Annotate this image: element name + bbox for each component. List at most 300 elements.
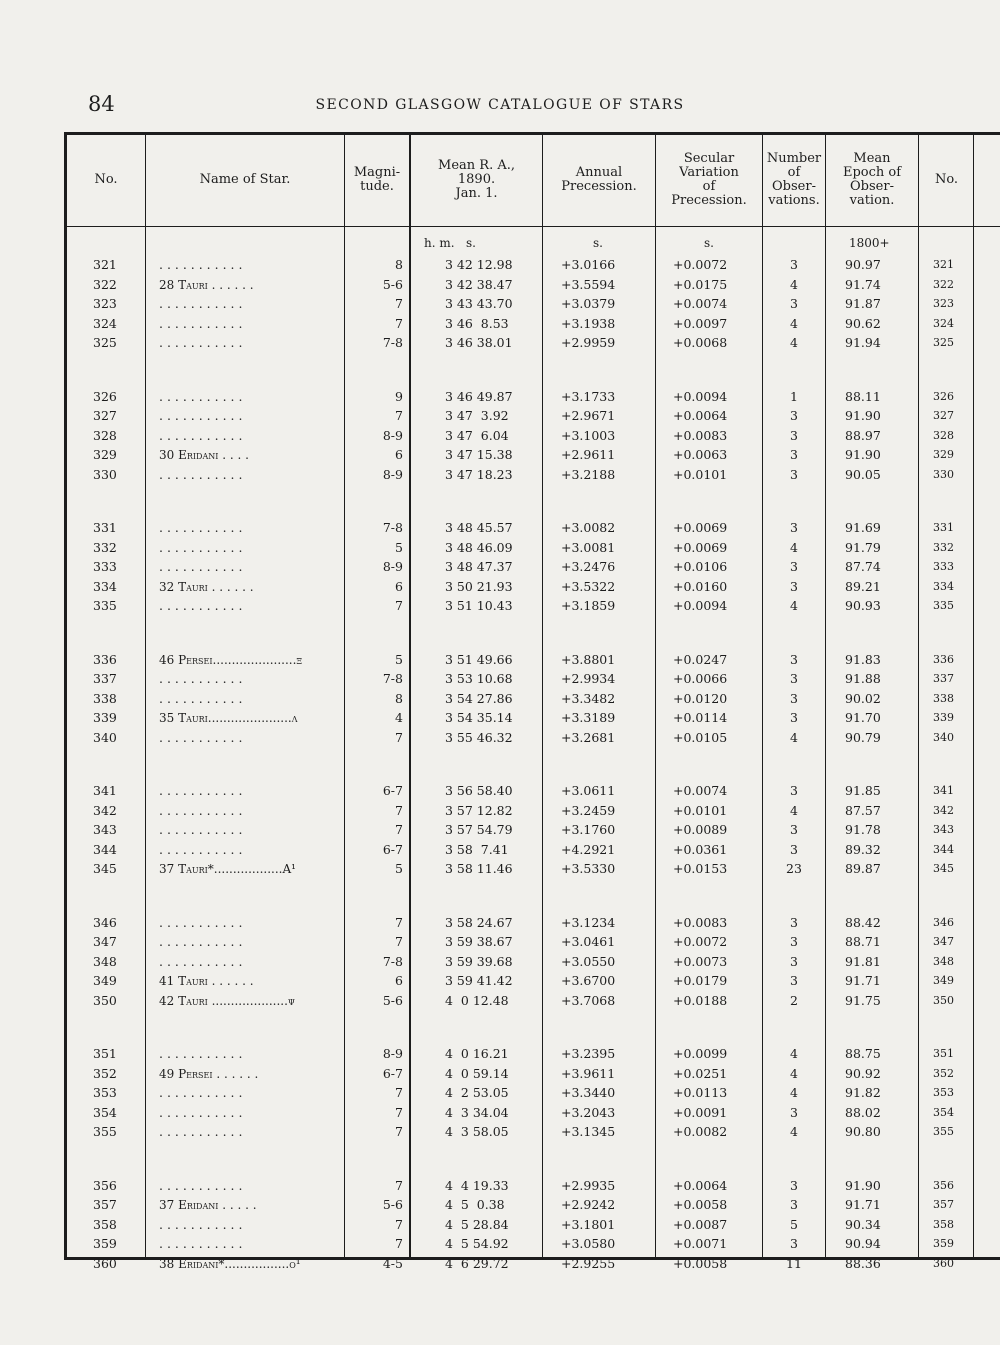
number-of-observations: 4 bbox=[790, 729, 798, 745]
row-number: 335 bbox=[93, 598, 117, 613]
mean-epoch: 91.71 bbox=[845, 1197, 881, 1212]
row-number: 323 bbox=[93, 296, 117, 311]
magnitude: 7-8 bbox=[382, 671, 403, 686]
number-of-observations: 4 bbox=[790, 315, 798, 331]
magnitude: 6 bbox=[395, 578, 403, 594]
mean-ra: 3 50 21.93 bbox=[445, 578, 513, 594]
secular-variation: +0.0072 bbox=[673, 257, 728, 272]
magnitude: 7 bbox=[395, 598, 403, 613]
row-number-right: 353 bbox=[933, 1086, 954, 1099]
annual-precession: +3.5330 bbox=[561, 861, 616, 876]
annual-precession: +2.9242 bbox=[561, 1197, 616, 1212]
star-name: . . . . . . . . . . . bbox=[159, 335, 243, 350]
row-number: 337 bbox=[93, 671, 117, 686]
header-annual-precession-label: Annual Precession. bbox=[561, 165, 637, 194]
number-of-observations: 11 bbox=[786, 1255, 802, 1271]
header-rule bbox=[67, 226, 1000, 227]
header-annual-precession bbox=[543, 135, 655, 225]
mean-ra: 3 43 43.70 bbox=[445, 296, 513, 311]
row-number: 350 bbox=[93, 992, 117, 1008]
annual-precession: +3.5322 bbox=[561, 578, 616, 594]
magnitude: 7 bbox=[395, 315, 403, 331]
secular-variation: +0.0083 bbox=[673, 427, 728, 443]
star-name: . . . . . . . . . . . bbox=[159, 802, 243, 818]
star-name: 28 Tauri . . . . . . bbox=[159, 277, 254, 292]
mean-ra: 4 2 53.05 bbox=[445, 1085, 509, 1100]
magnitude: 7-8 bbox=[382, 520, 403, 535]
number-of-observations: 23 bbox=[786, 861, 802, 876]
mean-epoch: 91.88 bbox=[845, 671, 881, 686]
header-number-of-observations bbox=[763, 135, 825, 225]
mean-epoch: 87.57 bbox=[845, 802, 881, 818]
star-name: . . . . . . . . . . . bbox=[159, 388, 243, 404]
number-of-observations: 4 bbox=[790, 1085, 798, 1100]
number-of-observations: 4 bbox=[790, 1065, 798, 1081]
secular-variation: +0.0074 bbox=[673, 783, 728, 798]
mean-epoch: 91.83 bbox=[845, 651, 881, 667]
star-name: 30 Eridani . . . . bbox=[159, 448, 249, 462]
magnitude: 5 bbox=[395, 651, 403, 667]
header-magnitude-label: Magni- tude. bbox=[353, 165, 401, 194]
number-of-observations: 3 bbox=[790, 559, 798, 574]
row-number: 330 bbox=[93, 466, 117, 482]
row-number-right: 343 bbox=[933, 823, 954, 836]
mean-epoch: 88.42 bbox=[845, 914, 881, 930]
magnitude: 7 bbox=[395, 934, 403, 949]
secular-variation: +0.0058 bbox=[673, 1197, 728, 1212]
number-of-observations: 3 bbox=[790, 822, 798, 837]
annual-precession: +3.3482 bbox=[561, 690, 616, 706]
annual-precession: +3.7068 bbox=[561, 992, 616, 1008]
row-number-right: 334 bbox=[933, 579, 954, 593]
annual-precession: +3.2395 bbox=[561, 1046, 616, 1061]
row-number-right: 344 bbox=[933, 842, 954, 856]
number-of-observations: 3 bbox=[790, 1104, 798, 1120]
row-number: 334 bbox=[93, 578, 117, 594]
magnitude: 6 bbox=[395, 447, 403, 462]
mean-epoch: 90.94 bbox=[845, 1236, 881, 1251]
mean-ra: 3 47 18.23 bbox=[445, 466, 513, 482]
mean-epoch: 89.87 bbox=[845, 861, 881, 876]
star-name: . . . . . . . . . . . bbox=[159, 539, 243, 555]
secular-variation: +0.0120 bbox=[673, 690, 728, 706]
secular-variation: +0.0106 bbox=[673, 559, 728, 574]
mean-ra: 3 59 38.67 bbox=[445, 934, 513, 949]
annual-precession: +3.2043 bbox=[561, 1104, 616, 1120]
annual-precession: +3.0081 bbox=[561, 539, 616, 555]
star-name: . . . . . . . . . . . bbox=[159, 934, 243, 949]
secular-variation: +0.0069 bbox=[673, 539, 728, 555]
mean-epoch: 88.02 bbox=[845, 1104, 881, 1120]
mean-epoch: 90.79 bbox=[845, 729, 881, 745]
header-secular-variation-label: Secular Variation of Precession. bbox=[671, 151, 747, 208]
header-secular-variation bbox=[656, 135, 762, 225]
star-name: 32 Tauri . . . . . . bbox=[159, 579, 254, 594]
row-number: 329 bbox=[93, 447, 117, 462]
mean-epoch: 89.32 bbox=[845, 841, 881, 857]
secular-variation: +0.0097 bbox=[673, 315, 728, 331]
mean-epoch: 88.75 bbox=[845, 1046, 881, 1061]
annual-precession: +3.5594 bbox=[561, 276, 616, 292]
magnitude: 6 bbox=[395, 973, 403, 988]
magnitude: 8-9 bbox=[382, 1046, 403, 1061]
star-name: . . . . . . . . . . . bbox=[159, 690, 243, 706]
mean-epoch: 91.75 bbox=[845, 992, 881, 1008]
magnitude: 5 bbox=[395, 861, 403, 876]
row-number: 336 bbox=[93, 651, 117, 667]
magnitude: 8 bbox=[395, 257, 403, 272]
row-number-right: 346 bbox=[933, 915, 954, 929]
row-number: 346 bbox=[93, 914, 117, 930]
unit-secular: s. bbox=[704, 236, 714, 250]
secular-variation: +0.0069 bbox=[673, 520, 728, 535]
row-number: 345 bbox=[93, 861, 117, 876]
secular-variation: +0.0058 bbox=[673, 1255, 728, 1271]
annual-precession: +3.2476 bbox=[561, 559, 616, 574]
secular-variation: +0.0064 bbox=[673, 408, 728, 423]
number-of-observations: 4 bbox=[790, 539, 798, 555]
number-of-observations: 3 bbox=[790, 934, 798, 949]
mean-ra: 4 0 12.48 bbox=[445, 992, 509, 1008]
number-of-observations: 4 bbox=[790, 598, 798, 613]
secular-variation: +0.0114 bbox=[673, 710, 728, 725]
magnitude: 7 bbox=[395, 822, 403, 837]
secular-variation: +0.0188 bbox=[673, 992, 728, 1008]
star-name: . . . . . . . . . . . bbox=[159, 841, 243, 857]
secular-variation: +0.0071 bbox=[673, 1236, 728, 1251]
magnitude: 6-7 bbox=[382, 1065, 403, 1081]
magnitude: 7 bbox=[395, 1104, 403, 1120]
secular-variation: +0.0175 bbox=[673, 276, 728, 292]
mean-epoch: 88.71 bbox=[845, 934, 881, 949]
header-mean-ra bbox=[411, 135, 542, 225]
page-number: 84 bbox=[88, 92, 115, 116]
star-name: . . . . . . . . . . . bbox=[159, 953, 243, 969]
row-number: 338 bbox=[93, 690, 117, 706]
mean-epoch: 88.97 bbox=[845, 427, 881, 443]
annual-precession: +3.1003 bbox=[561, 427, 616, 443]
row-number: 333 bbox=[93, 559, 117, 574]
header-number-of-observations-label: Number of Obser- vations. bbox=[766, 151, 822, 208]
star-name: 46 Persei......................ξ bbox=[159, 652, 303, 667]
number-of-observations: 3 bbox=[790, 427, 798, 443]
header-no-right bbox=[919, 135, 974, 225]
secular-variation: +0.0063 bbox=[673, 447, 728, 462]
row-number: 349 bbox=[93, 973, 117, 988]
mean-ra: 3 56 58.40 bbox=[445, 783, 513, 798]
row-number: 341 bbox=[93, 783, 117, 798]
number-of-observations: 3 bbox=[790, 1197, 798, 1212]
column-divider bbox=[918, 135, 919, 1257]
row-number: 360 bbox=[93, 1255, 117, 1271]
number-of-observations: 3 bbox=[790, 671, 798, 686]
number-of-observations: 3 bbox=[790, 257, 798, 272]
row-number: 353 bbox=[93, 1085, 117, 1100]
row-number-right: 357 bbox=[933, 1198, 954, 1211]
star-name: . . . . . . . . . . . bbox=[159, 822, 243, 837]
row-number-right: 340 bbox=[933, 730, 954, 744]
annual-precession: +3.2188 bbox=[561, 466, 616, 482]
star-name: 37 Tauri*..................A¹ bbox=[159, 862, 296, 876]
mean-ra: 3 51 10.43 bbox=[445, 598, 513, 613]
header-mean-ra-label: Mean R. A., 1890. Jan. 1. bbox=[438, 158, 515, 201]
mean-epoch: 91.78 bbox=[845, 822, 881, 837]
mean-ra: 3 42 12.98 bbox=[445, 257, 513, 272]
magnitude: 8-9 bbox=[382, 559, 403, 574]
mean-ra: 3 54 27.86 bbox=[445, 690, 513, 706]
secular-variation: +0.0064 bbox=[673, 1177, 728, 1193]
header-mean-epoch bbox=[826, 135, 918, 225]
star-name: . . . . . . . . . . . bbox=[159, 729, 243, 745]
row-number-right: 355 bbox=[933, 1125, 954, 1138]
row-number-right: 360 bbox=[933, 1256, 954, 1270]
magnitude: 7 bbox=[395, 1124, 403, 1139]
magnitude: 7-8 bbox=[382, 953, 403, 969]
row-number: 358 bbox=[93, 1216, 117, 1232]
row-number: 359 bbox=[93, 1236, 117, 1251]
row-number: 351 bbox=[93, 1046, 117, 1061]
annual-precession: +3.0580 bbox=[561, 1236, 616, 1251]
secular-variation: +0.0099 bbox=[673, 1046, 728, 1061]
secular-variation: +0.0073 bbox=[673, 953, 728, 969]
number-of-observations: 3 bbox=[790, 973, 798, 988]
mean-epoch: 91.85 bbox=[845, 783, 881, 798]
header-name bbox=[146, 135, 344, 225]
header-no bbox=[67, 135, 145, 225]
number-of-observations: 3 bbox=[790, 651, 798, 667]
annual-precession: +2.9671 bbox=[561, 408, 616, 423]
magnitude: 7 bbox=[395, 1236, 403, 1251]
number-of-observations: 4 bbox=[790, 335, 798, 350]
number-of-observations: 3 bbox=[790, 953, 798, 969]
number-of-observations: 3 bbox=[790, 914, 798, 930]
star-name: . . . . . . . . . . . bbox=[159, 914, 243, 930]
mean-epoch: 90.02 bbox=[845, 690, 881, 706]
mean-epoch: 90.80 bbox=[845, 1124, 881, 1139]
mean-epoch: 91.74 bbox=[845, 276, 881, 292]
mean-epoch: 91.94 bbox=[845, 335, 881, 350]
mean-ra: 3 55 46.32 bbox=[445, 729, 513, 745]
column-divider bbox=[542, 135, 543, 1257]
secular-variation: +0.0068 bbox=[673, 335, 728, 350]
unit-epoch: 1800+ bbox=[849, 236, 890, 250]
secular-variation: +0.0087 bbox=[673, 1216, 728, 1232]
row-number-right: 349 bbox=[933, 974, 954, 987]
row-number: 343 bbox=[93, 822, 117, 837]
row-number-right: 341 bbox=[933, 784, 954, 797]
star-name: . . . . . . . . . . . bbox=[159, 783, 243, 798]
annual-precession: +2.9934 bbox=[561, 671, 616, 686]
unit-precession: s. bbox=[593, 236, 603, 250]
magnitude: 7 bbox=[395, 802, 403, 818]
annual-precession: +3.1345 bbox=[561, 1124, 616, 1139]
mean-epoch: 91.69 bbox=[845, 520, 881, 535]
row-number-right: 332 bbox=[933, 540, 954, 554]
magnitude: 7 bbox=[395, 1177, 403, 1193]
magnitude: 7-8 bbox=[382, 335, 403, 350]
annual-precession: +3.1938 bbox=[561, 315, 616, 331]
header-magnitude bbox=[345, 135, 409, 225]
mean-epoch: 91.90 bbox=[845, 408, 881, 423]
magnitude: 4-5 bbox=[382, 1255, 403, 1271]
number-of-observations: 2 bbox=[790, 992, 798, 1008]
annual-precession: +3.8801 bbox=[561, 651, 616, 667]
mean-ra: 4 5 54.92 bbox=[445, 1236, 509, 1251]
mean-ra: 3 51 49.66 bbox=[445, 651, 513, 667]
row-number: 326 bbox=[93, 388, 117, 404]
mean-epoch: 91.81 bbox=[845, 953, 881, 969]
mean-epoch: 91.90 bbox=[845, 1177, 881, 1193]
row-number-right: 345 bbox=[933, 862, 954, 875]
magnitude: 4 bbox=[395, 710, 403, 725]
row-number: 332 bbox=[93, 539, 117, 555]
mean-ra: 4 0 59.14 bbox=[445, 1065, 509, 1081]
mean-ra: 4 5 28.84 bbox=[445, 1216, 509, 1232]
secular-variation: +0.0066 bbox=[673, 671, 728, 686]
annual-precession: +3.3189 bbox=[561, 710, 616, 725]
row-number: 355 bbox=[93, 1124, 117, 1139]
number-of-observations: 3 bbox=[790, 783, 798, 798]
magnitude: 7 bbox=[395, 1085, 403, 1100]
mean-epoch: 87.74 bbox=[845, 559, 881, 574]
annual-precession: +2.9959 bbox=[561, 335, 616, 350]
mean-epoch: 88.36 bbox=[845, 1255, 881, 1271]
secular-variation: +0.0072 bbox=[673, 934, 728, 949]
mean-ra: 3 48 45.57 bbox=[445, 520, 513, 535]
row-number: 344 bbox=[93, 841, 117, 857]
number-of-observations: 3 bbox=[790, 710, 798, 725]
mean-ra: 4 3 34.04 bbox=[445, 1104, 509, 1120]
star-name: 38 Eridani*.................ο¹ bbox=[159, 1256, 301, 1271]
column-divider bbox=[825, 135, 826, 1257]
row-number: 339 bbox=[93, 710, 117, 725]
mean-ra: 3 47 15.38 bbox=[445, 447, 513, 462]
annual-precession: +3.0461 bbox=[561, 934, 616, 949]
magnitude: 5-6 bbox=[382, 1197, 403, 1212]
star-name: . . . . . . . . . . . bbox=[159, 520, 243, 535]
number-of-observations: 3 bbox=[790, 1236, 798, 1251]
number-of-observations: 3 bbox=[790, 578, 798, 594]
number-of-observations: 4 bbox=[790, 1046, 798, 1061]
mean-ra: 3 48 47.37 bbox=[445, 559, 513, 574]
row-number: 348 bbox=[93, 953, 117, 969]
row-number-right: 338 bbox=[933, 691, 954, 705]
magnitude: 6-7 bbox=[382, 841, 403, 857]
mean-epoch: 90.34 bbox=[845, 1216, 881, 1232]
annual-precession: +3.6700 bbox=[561, 973, 616, 988]
secular-variation: +0.0094 bbox=[673, 388, 728, 404]
secular-variation: +0.0160 bbox=[673, 578, 728, 594]
row-number-right: 324 bbox=[933, 316, 954, 330]
star-name: . . . . . . . . . . . bbox=[159, 559, 243, 574]
star-name: . . . . . . . . . . . bbox=[159, 315, 243, 331]
row-number-right: 336 bbox=[933, 652, 954, 666]
star-name: . . . . . . . . . . . bbox=[159, 296, 243, 311]
number-of-observations: 3 bbox=[790, 408, 798, 423]
mean-ra: 3 58 7.41 bbox=[445, 841, 509, 857]
secular-variation: +0.0101 bbox=[673, 802, 728, 818]
header-name-label: Name of Star. bbox=[199, 172, 291, 187]
secular-variation: +0.0074 bbox=[673, 296, 728, 311]
row-number: 347 bbox=[93, 934, 117, 949]
row-number-right: 325 bbox=[933, 336, 954, 349]
magnitude: 5 bbox=[395, 539, 403, 555]
star-name: 37 Eridani . . . . . bbox=[159, 1198, 257, 1212]
number-of-observations: 5 bbox=[790, 1216, 798, 1232]
star-name: . . . . . . . . . . . bbox=[159, 1236, 243, 1251]
annual-precession: +3.0166 bbox=[561, 257, 616, 272]
star-name: . . . . . . . . . . . bbox=[159, 598, 243, 613]
star-name: . . . . . . . . . . . bbox=[159, 1104, 243, 1120]
mean-ra: 4 0 16.21 bbox=[445, 1046, 509, 1061]
annual-precession: +3.1733 bbox=[561, 388, 616, 404]
number-of-observations: 3 bbox=[790, 466, 798, 482]
mean-ra: 4 5 0.38 bbox=[445, 1197, 505, 1212]
annual-precession: +3.0550 bbox=[561, 953, 616, 969]
row-number-right: 347 bbox=[933, 935, 954, 948]
star-name: . . . . . . . . . . . bbox=[159, 466, 243, 482]
mean-epoch: 90.97 bbox=[845, 257, 881, 272]
secular-variation: +0.0179 bbox=[673, 973, 728, 988]
mean-ra: 3 46 38.01 bbox=[445, 335, 513, 350]
row-number-right: 335 bbox=[933, 599, 954, 612]
star-name: 41 Tauri . . . . . . bbox=[159, 974, 254, 988]
row-number: 354 bbox=[93, 1104, 117, 1120]
running-title: SECOND GLASGOW CATALOGUE OF STARS bbox=[315, 97, 685, 113]
row-number-right: 323 bbox=[933, 297, 954, 310]
secular-variation: +0.0091 bbox=[673, 1104, 728, 1120]
row-number: 356 bbox=[93, 1177, 117, 1193]
mean-epoch: 91.71 bbox=[845, 973, 881, 988]
annual-precession: +3.3440 bbox=[561, 1085, 616, 1100]
annual-precession: +2.9935 bbox=[561, 1177, 616, 1193]
row-number: 328 bbox=[93, 427, 117, 443]
column-divider bbox=[973, 135, 974, 1257]
magnitude: 8-9 bbox=[382, 427, 403, 443]
annual-precession: +3.2459 bbox=[561, 802, 616, 818]
secular-variation: +0.0101 bbox=[673, 466, 728, 482]
magnitude: 9 bbox=[395, 388, 403, 404]
star-name: . . . . . . . . . . . bbox=[159, 408, 243, 423]
mean-epoch: 90.62 bbox=[845, 315, 881, 331]
mean-epoch: 90.05 bbox=[845, 466, 881, 482]
annual-precession: +3.0611 bbox=[561, 783, 616, 798]
annual-precession: +3.1760 bbox=[561, 822, 616, 837]
secular-variation: +0.0105 bbox=[673, 729, 728, 745]
mean-epoch: 91.79 bbox=[845, 539, 881, 555]
annual-precession: +3.2681 bbox=[561, 729, 616, 745]
row-number-right: 321 bbox=[933, 258, 954, 271]
number-of-observations: 3 bbox=[790, 520, 798, 535]
secular-variation: +0.0094 bbox=[673, 598, 728, 613]
mean-ra: 3 59 41.42 bbox=[445, 973, 513, 988]
star-name: 42 Tauri ....................ψ bbox=[159, 993, 295, 1008]
row-number-right: 359 bbox=[933, 1237, 954, 1250]
row-number-right: 352 bbox=[933, 1066, 954, 1080]
number-of-observations: 4 bbox=[790, 1124, 798, 1139]
magnitude: 6-7 bbox=[382, 783, 403, 798]
header-mean-epoch-label: Mean Epoch of Obser- vation. bbox=[842, 151, 902, 208]
row-number-right: 351 bbox=[933, 1047, 954, 1060]
row-number: 327 bbox=[93, 408, 117, 423]
secular-variation: +0.0082 bbox=[673, 1124, 728, 1139]
mean-ra: 3 53 10.68 bbox=[445, 671, 513, 686]
annual-precession: +4.2921 bbox=[561, 841, 616, 857]
mean-ra: 3 58 24.67 bbox=[445, 914, 513, 930]
row-number-right: 358 bbox=[933, 1217, 954, 1231]
number-of-observations: 3 bbox=[790, 447, 798, 462]
unit-ra: h. m. s. bbox=[424, 236, 476, 250]
